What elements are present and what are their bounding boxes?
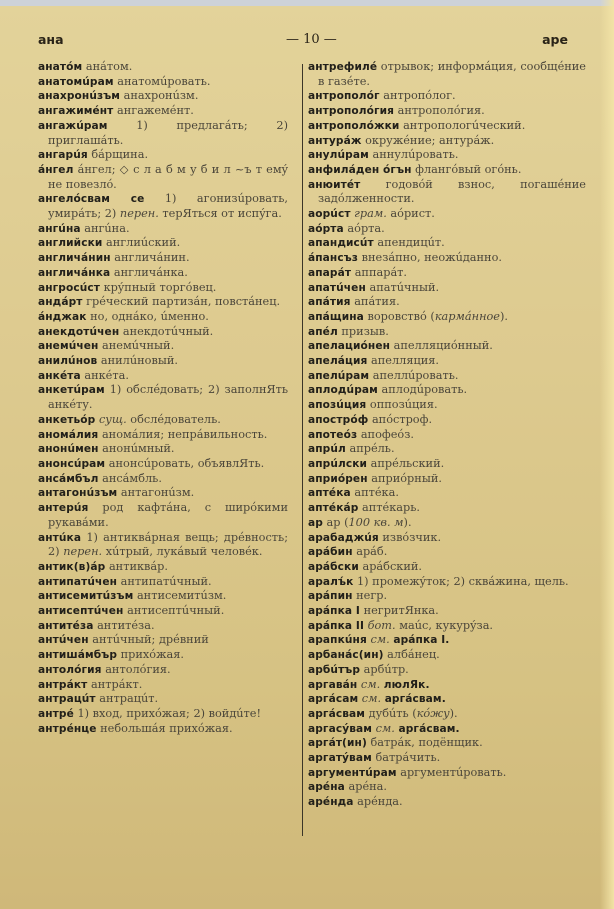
headword: антрополóжки bbox=[308, 119, 400, 132]
dictionary-entry bbox=[38, 251, 288, 266]
translation: аппарáт. bbox=[354, 265, 408, 279]
translation: 1) антиквáрная вещь; дрéвность; 2) bbox=[48, 530, 289, 559]
dictionary-entry bbox=[308, 354, 586, 369]
translation: аóрист. bbox=[386, 207, 435, 221]
headword: аргавáн bbox=[308, 678, 358, 691]
headword: арáбски bbox=[308, 560, 359, 573]
translation: окружéние; антурáж. bbox=[365, 133, 495, 147]
dictionary-entry bbox=[308, 251, 586, 266]
headword: апрúл bbox=[308, 443, 346, 456]
headword: антишáмбър bbox=[38, 649, 118, 662]
headword: антрополóгия bbox=[308, 105, 395, 118]
translation: обслéдователь. bbox=[126, 412, 221, 426]
translation: антагонúзм. bbox=[120, 486, 195, 500]
headword: апéл bbox=[308, 325, 338, 338]
dictionary-entry bbox=[38, 722, 288, 737]
dictionary-entry bbox=[38, 222, 288, 237]
translation: ангúна. bbox=[84, 221, 130, 235]
dictionary-entry bbox=[308, 780, 586, 795]
translation: дубúть ( bbox=[368, 706, 417, 720]
translation: прихóжая. bbox=[120, 648, 184, 662]
translation: антрацúт. bbox=[99, 692, 159, 706]
headword: антрополóг bbox=[308, 90, 380, 103]
translation: апофеóз. bbox=[360, 427, 414, 441]
headword: антик(в)áр bbox=[38, 560, 106, 573]
dictionary-entry bbox=[38, 383, 288, 412]
translation: антрáкт. bbox=[90, 677, 143, 691]
cross-reference: аргáсвам. bbox=[398, 722, 460, 735]
dictionary-entry bbox=[308, 648, 586, 663]
headword: андáрт bbox=[38, 296, 83, 309]
dictionary-entry bbox=[308, 736, 586, 751]
left-guide-word: ана bbox=[38, 32, 64, 47]
dictionary-entry bbox=[38, 604, 288, 619]
headword: аорúст bbox=[308, 208, 351, 221]
translation: апóстроф. bbox=[371, 412, 433, 426]
dictionary-entry bbox=[38, 148, 288, 163]
dictionary-entry bbox=[308, 104, 586, 119]
headword: аптéкáр bbox=[308, 502, 359, 515]
dictionary-entry bbox=[38, 442, 288, 457]
translation: небольшáя прихóжая. bbox=[100, 721, 233, 735]
translation: арáбский. bbox=[362, 559, 423, 573]
dictionary-entry bbox=[308, 383, 586, 398]
translation: анахронúзм. bbox=[123, 89, 199, 103]
dictionary-entry bbox=[308, 339, 586, 354]
headword: анахронúзъм bbox=[38, 90, 121, 103]
dictionary-entry bbox=[38, 369, 288, 384]
headword: аргáсвам bbox=[308, 707, 366, 720]
translation: батрáк, подёнщик. bbox=[370, 736, 483, 750]
headword: арбúтър bbox=[308, 663, 361, 676]
headword: ангúна bbox=[38, 222, 81, 235]
headword: аргáсам bbox=[308, 693, 359, 706]
dictionary-entry bbox=[308, 619, 586, 634]
translation: род кафтáна, с ширóкими рукавáми. bbox=[48, 501, 288, 529]
dictionary-entry bbox=[38, 266, 288, 281]
translation: антúчный; дрéвний bbox=[92, 633, 209, 647]
italic-note: кóжу bbox=[416, 706, 450, 720]
translation: аптéка. bbox=[354, 486, 399, 500]
dictionary-entry bbox=[308, 722, 586, 737]
cross-reference: арáпка I. bbox=[393, 634, 450, 647]
headword: ар bbox=[308, 516, 323, 529]
dictionary-entry bbox=[308, 60, 586, 89]
dictionary-entry bbox=[308, 369, 586, 384]
dictionary-entry bbox=[308, 281, 586, 296]
dictionary-entry bbox=[308, 89, 586, 104]
headword: ангажимéнт bbox=[38, 105, 114, 118]
dictionary-entry bbox=[308, 457, 586, 472]
column-divider bbox=[302, 64, 303, 836]
translation: антрополóгия. bbox=[397, 104, 485, 118]
headword: ангелóсвам се bbox=[38, 193, 145, 206]
headword: аргасýвам bbox=[308, 722, 373, 735]
translation: флангóвый огóнь. bbox=[415, 162, 522, 176]
translation: воровствó ( bbox=[367, 309, 435, 323]
translation: англичáнка. bbox=[113, 265, 188, 279]
translation: анонúмный. bbox=[102, 442, 175, 456]
headword: апострóф bbox=[308, 413, 369, 426]
dictionary-entry bbox=[308, 692, 586, 707]
headword: априóрен bbox=[308, 472, 368, 485]
headword: антерúя bbox=[38, 502, 89, 515]
page-number: — 10 — bbox=[286, 32, 337, 47]
headword: анкéта bbox=[38, 369, 81, 382]
translation: антисептúчный. bbox=[127, 604, 225, 618]
translation: крýпный торгóвец. bbox=[103, 280, 217, 294]
dictionary-entry bbox=[38, 339, 288, 354]
translation: оппозúция. bbox=[369, 398, 438, 412]
dictionary-entry bbox=[38, 310, 288, 325]
translation: аплодúровать. bbox=[381, 383, 468, 397]
translation: антисемитúзм. bbox=[136, 589, 227, 603]
headword: апелациóнен bbox=[308, 340, 391, 353]
translation-tail: ). bbox=[403, 515, 412, 529]
dictionary-entry bbox=[308, 633, 586, 648]
grammar-label: бот. bbox=[367, 618, 396, 632]
translation: апрéльский. bbox=[370, 456, 445, 470]
headword: апрúлски bbox=[308, 457, 368, 470]
dictionary-entry bbox=[308, 604, 586, 619]
headword: анатóм bbox=[38, 61, 83, 73]
dictionary-entry bbox=[308, 148, 586, 163]
translation: ансáмбль. bbox=[102, 471, 162, 485]
headword: арбанáс(ин) bbox=[308, 649, 384, 662]
dictionary-entry bbox=[38, 325, 288, 340]
headword: апозúция bbox=[308, 399, 367, 412]
translation: анкéта. bbox=[84, 368, 129, 382]
dictionary-entry bbox=[38, 119, 288, 148]
translation: аннулúровать. bbox=[372, 148, 459, 162]
translation: маúс, кукурýза. bbox=[395, 618, 494, 632]
dictionary-entry bbox=[38, 648, 288, 663]
dictionary-entry bbox=[308, 295, 586, 310]
translation: арéна. bbox=[348, 780, 387, 794]
dictionary-entry bbox=[38, 236, 288, 251]
grammar-label: см. bbox=[370, 633, 390, 647]
translation: антропологúческий. bbox=[403, 118, 526, 132]
translation: антитéза. bbox=[97, 618, 155, 632]
translation-tail: хúтрый, лукáвый человéк. bbox=[102, 545, 263, 559]
headword: антрацúт bbox=[38, 693, 96, 706]
grammar-label: см. bbox=[375, 721, 395, 735]
dictionary-entry bbox=[38, 692, 288, 707]
dictionary-entry bbox=[308, 516, 586, 531]
translation: анекдотúчный. bbox=[122, 324, 214, 338]
dictionary-entry bbox=[308, 486, 586, 501]
translation: отрывок; информáция, сообщéние в газéте. bbox=[318, 60, 586, 88]
translation: апеллúровать. bbox=[372, 368, 459, 382]
cross-reference: люлЯк. bbox=[383, 678, 430, 691]
headword: аптéка bbox=[308, 487, 351, 500]
dictionary-entry bbox=[38, 501, 288, 530]
translation: извóзчик. bbox=[382, 530, 442, 544]
dictionary-entry bbox=[308, 207, 586, 222]
headword: аргáт(ин) bbox=[308, 737, 367, 750]
translation: антиквáр. bbox=[108, 559, 168, 573]
translation: годовóй взнос, погашéние задóлженности. bbox=[318, 177, 586, 206]
dictionary-entry bbox=[38, 619, 288, 634]
dictionary-entry bbox=[308, 560, 586, 575]
headword: антúчен bbox=[38, 634, 89, 647]
headword: антисемитúзъм bbox=[38, 590, 134, 603]
headword: антрéнце bbox=[38, 722, 97, 735]
dictionary-entry bbox=[38, 472, 288, 487]
dictionary-entry bbox=[308, 663, 586, 678]
dictionary-entry bbox=[308, 266, 586, 281]
italic-note: кармáнное bbox=[434, 309, 500, 323]
dictionary-entry bbox=[38, 192, 288, 221]
translation: апелляция. bbox=[371, 354, 439, 368]
dictionary-entry bbox=[38, 663, 288, 678]
headword: аргументúрам bbox=[308, 766, 397, 779]
dictionary-entry bbox=[38, 589, 288, 604]
translation: анáтом. bbox=[85, 60, 133, 73]
translation: априóрный. bbox=[371, 471, 442, 485]
dictionary-entry bbox=[38, 707, 288, 722]
dictionary-entry bbox=[308, 222, 586, 237]
dictionary-entry bbox=[308, 472, 586, 487]
dictionary-entry bbox=[38, 413, 288, 428]
dictionary-entry bbox=[308, 531, 586, 546]
running-header bbox=[38, 32, 568, 50]
headword: áпансъз bbox=[308, 252, 359, 265]
headword: аргатýвам bbox=[308, 752, 372, 765]
headword: антрефилé bbox=[308, 61, 378, 73]
headword: антитéза bbox=[38, 619, 94, 632]
dictionary-entry bbox=[308, 575, 586, 590]
dictionary-entry bbox=[38, 531, 288, 560]
grammar-label: грам. bbox=[354, 207, 387, 221]
headword: антúка bbox=[38, 531, 82, 544]
translation-tail: ). bbox=[449, 706, 458, 720]
left-column bbox=[38, 60, 288, 736]
headword: анилúнов bbox=[38, 355, 98, 368]
headword: аномáлия bbox=[38, 428, 99, 441]
translation: арéнда. bbox=[357, 795, 403, 809]
headword: аплодúрам bbox=[308, 384, 378, 397]
headword: ангажúрам bbox=[38, 119, 108, 132]
dictionary-entry bbox=[308, 589, 586, 604]
translation: анемúчный. bbox=[102, 339, 175, 353]
headword: арáпин bbox=[308, 590, 353, 603]
dictionary-entry bbox=[308, 766, 586, 781]
dictionary-entry bbox=[308, 325, 586, 340]
translation: внезáпно, неожúданно. bbox=[361, 251, 502, 265]
headword: антрáкт bbox=[38, 678, 88, 691]
headword: апарáт bbox=[308, 266, 352, 279]
dictionary-entry bbox=[308, 236, 586, 251]
translation: 1) вход, прихóжая; 2) войдúте! bbox=[77, 706, 262, 720]
translation: англиúский. bbox=[106, 236, 181, 250]
dictionary-entry bbox=[38, 633, 288, 648]
dictionary-entry bbox=[308, 119, 586, 134]
headword: антагонúзъм bbox=[38, 487, 118, 500]
headword: антрé bbox=[38, 707, 74, 720]
italic-note: перен. bbox=[119, 207, 159, 221]
headword: анонсúрам bbox=[38, 457, 106, 470]
translation: антипатúчный. bbox=[120, 574, 212, 588]
headword: аралъ́к bbox=[308, 575, 354, 588]
headword: анемúчен bbox=[38, 340, 99, 353]
headword: анулúрам bbox=[308, 149, 369, 162]
headword: ангросúст bbox=[38, 281, 101, 294]
translation: аптéкарь. bbox=[362, 501, 420, 515]
headword: апатúчен bbox=[308, 281, 366, 294]
headword: ангарúя bbox=[38, 149, 88, 162]
dictionary-entry bbox=[308, 678, 586, 693]
headword: апелáция bbox=[308, 355, 368, 368]
headword: апáтия bbox=[308, 296, 351, 309]
headword: арéна bbox=[308, 781, 345, 794]
dictionary-entry bbox=[308, 178, 586, 207]
grammar-label: см. bbox=[360, 677, 381, 691]
dictionary-entry bbox=[308, 707, 586, 722]
translation: анонсúровать, объявлЯть. bbox=[108, 456, 265, 470]
headword: антипатúчен bbox=[38, 575, 118, 588]
grammar-label: сущ. bbox=[98, 412, 127, 426]
headword: англичáнка bbox=[38, 266, 111, 279]
headword: апелúрам bbox=[308, 369, 370, 382]
right-column bbox=[308, 60, 586, 810]
italic-note: перен. bbox=[63, 545, 103, 559]
translation: аргументúровать. bbox=[400, 765, 507, 779]
headword: арáпка I bbox=[308, 605, 360, 618]
translation: 1) обслéдовать; 2) заполнЯть анкéту. bbox=[48, 383, 288, 412]
headword: áнгел bbox=[38, 163, 74, 176]
translation: 1) промежýток; 2) сквáжина, щель. bbox=[356, 574, 569, 588]
dictionary-entry bbox=[38, 678, 288, 693]
dictionary-entry bbox=[38, 89, 288, 104]
translation: аномáлия; непрáвильность. bbox=[101, 427, 268, 441]
headword: áнджак bbox=[38, 310, 87, 323]
translation: негр. bbox=[356, 589, 388, 603]
dictionary-entry bbox=[308, 310, 586, 325]
translation: ангажемéнт. bbox=[117, 104, 194, 118]
headword: аóрта bbox=[308, 222, 344, 235]
translation: апендицúт. bbox=[377, 236, 445, 250]
translation: 1) предлагáть; 2) приглашáть. bbox=[48, 118, 288, 147]
grammar-label: см. bbox=[361, 692, 382, 706]
headword: анюитéт bbox=[308, 178, 361, 191]
translation: апелляциóнный. bbox=[393, 339, 493, 353]
dictionary-entry bbox=[308, 134, 586, 149]
dictionary-entry bbox=[38, 163, 288, 192]
translation: аóрта. bbox=[347, 221, 385, 235]
headword: анкетьóр bbox=[38, 413, 96, 426]
italic-note: 100 кв. м bbox=[348, 515, 404, 529]
headword: антурáж bbox=[308, 134, 362, 147]
dictionary-entry bbox=[38, 560, 288, 575]
dictionary-entry bbox=[38, 575, 288, 590]
dictionary-entry bbox=[308, 442, 586, 457]
translation: апрéль. bbox=[349, 442, 395, 456]
dictionary-entry bbox=[308, 428, 586, 443]
dictionary-entry bbox=[38, 75, 288, 90]
translation: призыв. bbox=[341, 324, 389, 338]
dictionary-entry bbox=[38, 354, 288, 369]
headword: арабаджúя bbox=[308, 531, 379, 544]
headword: арáпка II bbox=[308, 619, 365, 632]
translation: антропóлог. bbox=[383, 89, 456, 103]
headword: анфилáден óгън bbox=[308, 163, 412, 176]
dictionary-entry bbox=[308, 163, 586, 178]
dictionary-entry bbox=[38, 281, 288, 296]
headword: апотеóз bbox=[308, 428, 358, 441]
headword: английски bbox=[38, 237, 103, 250]
headword: апандисúт bbox=[308, 237, 374, 250]
dictionary-entry bbox=[38, 104, 288, 119]
translation: бáрщина. bbox=[91, 148, 149, 162]
translation: антолóгия. bbox=[105, 662, 171, 676]
headword: арéнда bbox=[308, 796, 354, 809]
dictionary-entry bbox=[38, 60, 288, 75]
headword: антисептúчен bbox=[38, 605, 124, 618]
headword: анкетúрам bbox=[38, 384, 105, 397]
translation: анилúновый. bbox=[100, 354, 178, 368]
translation: англичáнин. bbox=[114, 251, 190, 265]
translation: арбúтр. bbox=[363, 662, 409, 676]
translation-tail: терЯться от испýга. bbox=[158, 207, 282, 221]
dictionary-entry bbox=[308, 795, 586, 810]
translation: 1) агонизúровать, умирáть; 2) bbox=[48, 192, 288, 221]
translation-tail: ). bbox=[500, 309, 508, 323]
translation: албáнец. bbox=[387, 648, 440, 662]
translation: негритЯнка. bbox=[363, 604, 439, 618]
dictionary-entry bbox=[38, 295, 288, 310]
translation: но, однáко, úменно. bbox=[90, 309, 209, 323]
translation: áнгел; ◇ с л а б м у б и л ~ъ т емý не повезлó. bbox=[48, 162, 289, 191]
translation: батрáчить. bbox=[375, 751, 441, 765]
translation: ар ( bbox=[326, 515, 349, 529]
translation: арáб. bbox=[356, 545, 388, 559]
right-guide-word: аре bbox=[542, 32, 568, 47]
translation: анатомúровать. bbox=[117, 74, 211, 88]
dictionary-entry bbox=[38, 486, 288, 501]
dictionary-entry bbox=[308, 413, 586, 428]
translation: апатúчный. bbox=[369, 280, 440, 294]
dictionary-entry bbox=[308, 398, 586, 413]
headword: арапкúня bbox=[308, 634, 367, 647]
headword: англичáнин bbox=[38, 252, 111, 265]
translation: апáтия. bbox=[354, 295, 400, 309]
headword: анонúмен bbox=[38, 443, 99, 456]
headword: анекдотúчен bbox=[38, 325, 120, 338]
headword: антолóгия bbox=[38, 663, 102, 676]
dictionary-entry bbox=[308, 501, 586, 516]
headword: арáбин bbox=[308, 546, 353, 559]
dictionary-entry bbox=[308, 751, 586, 766]
dictionary-entry bbox=[38, 428, 288, 443]
translation: грéческий партизáн, повстáнец. bbox=[86, 295, 281, 309]
headword: ансáмбъл bbox=[38, 472, 99, 485]
headword: апáщина bbox=[308, 310, 364, 323]
headword: анатомúрам bbox=[38, 75, 114, 88]
dictionary-entry bbox=[38, 457, 288, 472]
cross-reference: аргáсвам. bbox=[384, 693, 446, 706]
dictionary-entry bbox=[308, 545, 586, 560]
